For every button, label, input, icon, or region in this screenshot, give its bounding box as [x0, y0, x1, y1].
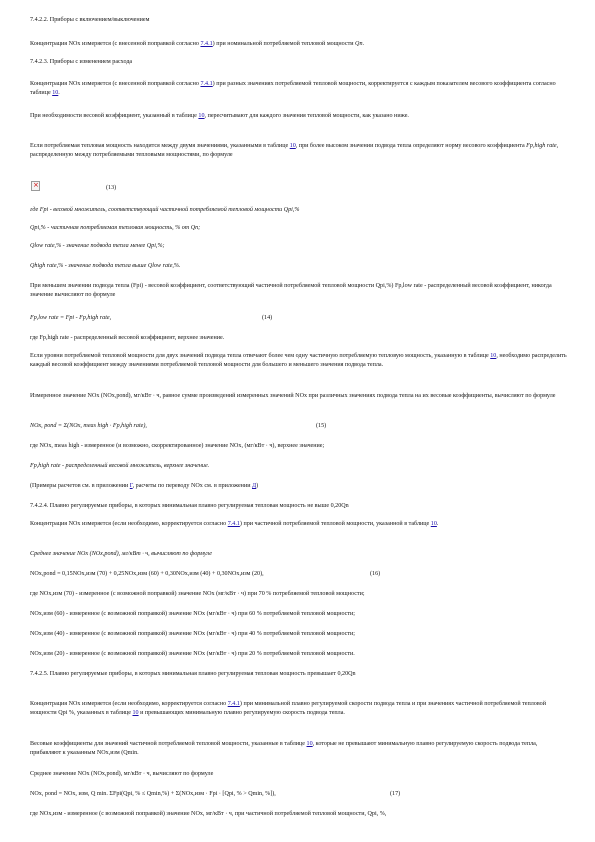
- broken-image-icon: [31, 181, 40, 191]
- equation-number: (14): [262, 315, 273, 321]
- paragraph: NOx,изм (20) - измеренное (с возможной поправкой) значение NOx (мг/кВт · ч) при 20 % потребляемой тепловой мощности.: [30, 651, 355, 657]
- link-7-4-1[interactable]: 7.4.1: [227, 701, 240, 707]
- paragraph: NOx,изм (60) - измеренное (с возможной поправкой) значение NOx (мг/кВт · ч) при 60 % потребляемой тепловой мощности;: [30, 611, 356, 617]
- link-7-4-1[interactable]: 7.4.1: [200, 81, 213, 87]
- link-table-10[interactable]: 10: [289, 143, 296, 149]
- link-table-10[interactable]: 10: [198, 113, 205, 119]
- paragraph: (Примеры расчетов см. в приложении Г, расчеты по переводу NOx см. в приложении Д): [30, 483, 259, 489]
- paragraph: Среднее значение NOx (NOx,pond), мг/кВт · ч, вычисляют по формуле: [30, 771, 214, 777]
- paragraph: Концентрация NOx измеряется (с внесенной поправкой согласно 7.4.1) при разных значениях потребляемой тепловой мощности, корректируется с каждым показателем весового коэффициента согласно таблице 10.: [30, 81, 556, 97]
- heading-7-4-2-2: 7.4.2.2. Приборы с включением/выключением: [30, 17, 150, 23]
- link-appendix-d[interactable]: Д: [252, 483, 257, 489]
- heading-7-4-2-5: 7.4.2.5. Плавно регулируемые приборы, в которых минимальная плавно регулируемая тепловая мощность превышает 0,20Qn: [30, 671, 356, 677]
- link-7-4-1[interactable]: 7.4.1: [227, 521, 240, 527]
- equation-15: NOx, pond = Σ(NOx, meas high · Fp,high rate),: [30, 423, 147, 429]
- paragraph: Qpi,% - частичная потребляемая тепловая мощность, % от Qn;: [30, 225, 201, 231]
- link-7-4-1[interactable]: 7.4.1: [200, 41, 213, 47]
- paragraph: NOx,изм (40) - измеренное (с возможной поправкой) значение NOx (мг/кВт · ч) при 40 % потребляемой тепловой мощности;: [30, 631, 356, 637]
- paragraph: При меньшем значении подвода тепла (Fpi) - весовой коэффициент, соответствующий частичной потребляемой тепловой мощности Qpi,%) Fp,low rate - распределенный весовой коэффициент, никогда значение вычисляют по формуле: [30, 283, 552, 299]
- link-table-10[interactable]: 10: [132, 710, 139, 717]
- link-appendix-g[interactable]: Г: [129, 483, 133, 489]
- paragraph: где NOx,изм - измеренное (с возможной поправкой) значение NOx, мг/кВт · ч, при частичной потребляемой тепловой мощности, Qpi, %,: [30, 811, 387, 817]
- paragraph: Qhigh rate,% - значение подвода тепла выше Qlow rate,%.: [30, 263, 181, 269]
- paragraph: где Fpi - весовой множитель, соответствующий частичной потребляемой тепловой мощности Qpi,%: [30, 207, 300, 213]
- equation-17: NOx, pond = NOx, изм, Q min. ΣFpi(Qpi, % ≤ Qmin,%) + Σ(NOx,изм · Fpi · [Qpi, % > Qmin, %]),: [30, 791, 276, 797]
- link-table-10[interactable]: 10: [430, 521, 437, 527]
- paragraph: Концентрация NOx измеряется (если необходимо, корректируется согласно 7.4.1) при частичной потребляемой тепловой мощности, указанной в таблице 10.: [30, 521, 439, 527]
- paragraph: где NOx, meas high - измеренное (и возможно, скорректированное) значение NOx, (мг/кВт · ч), верхнее значение;: [30, 443, 325, 449]
- equation-number: (15): [316, 423, 327, 429]
- paragraph: где NOx,изм (70) - измеренное (с возможной поправкой) значение NOx (мг/кВт · ч) при 70 % потребляемой тепловой мощности;: [30, 591, 365, 597]
- heading-7-4-2-3: 7.4.2.3. Приборы с изменением расхода: [30, 59, 133, 65]
- equation-number: (16): [370, 571, 381, 577]
- paragraph: Измеренное значение NOx (NOx,pond), мг/кВт · ч, равное сумме произведений измеренных значений NOx при различных значениях подвода тепла на их весовые коэффициенты, вычисляют по формуле: [30, 393, 556, 399]
- paragraph: где Fp,high rate - распределенный весовой коэффициент, верхнее значение.: [30, 335, 225, 341]
- paragraph: Среднее значение NOx (NOx,pond), мг/кВт · ч, вычисляют по формуле: [30, 551, 212, 557]
- link-table-10[interactable]: 10: [52, 90, 59, 97]
- equation-16: NOx,pond = 0,15NOx,изм (70) + 0,25NOx,изм (60) + 0,30NOx,изм (40) + 0,30NOx,изм (20),: [30, 571, 264, 577]
- link-table-10[interactable]: 10: [490, 353, 497, 359]
- paragraph: Весовые коэффициенты для значений частичной потребляемой тепловой мощности, указанные в таблице 10, которые не превышают минимальную плавно регулируемую скорость подвода тепла, прибавляют к указанным NOx,изм (Qmin.: [30, 741, 538, 757]
- link-table-10[interactable]: 10: [306, 741, 313, 747]
- equation-number: (17): [390, 791, 401, 797]
- equation-14: Fp,low rate = Fpi - Fp,high rate,: [30, 315, 112, 321]
- paragraph: Fp,high rate - распределенный весовой множитель, верхнее значение.: [30, 463, 210, 469]
- paragraph: Qlow rate,% - значение подвода тепла менее Qpi,%;: [30, 243, 165, 249]
- paragraph: Концентрация NOx измеряется (с внесенной поправкой согласно 7.4.1) при номинальной потребляемой тепловой мощности Qn.: [30, 41, 365, 47]
- paragraph: Концентрация NOx измеряется (если необходимо, корректируется согласно 7.4.1) при минимальной плавно регулируемой скорости подвода тепла и при значениях частичной потребляемой тепловой мощности Qpi %, указанных в таблице 10 и превышающих минимальную плавно регулируемую скорость подвода тепла.: [30, 701, 546, 717]
- paragraph: Если уровни потребляемой тепловой мощности для двух значений подвода тепла отвечают более чем одну частичную потребляемую тепловую мощность, указанную в таблице 10, необходимо распределить каждый весовой коэффициент между значениями потребляемой тепловой мощности для большего и меньшего значения подвода тепла.: [30, 353, 567, 369]
- equation-number: (13): [106, 185, 117, 191]
- heading-7-4-2-4: 7.4.2.4. Плавно регулируемые приборы, в которых минимальная плавно регулируемая тепловая мощность не выше 0,20Qn: [30, 503, 349, 509]
- paragraph: При необходимости весовой коэффициент, указанный в таблице 10, пересчитывают для каждого значения тепловой мощности, как указано ниже.: [30, 113, 409, 119]
- paragraph: Если потребляемая тепловая мощность находится между двумя значениями, указанными в таблице 10, при более высоком значении подвода тепла определяют норму весового коэффициента Fp,high rate, распределенную между потребляемыми тепловыми мощностями, по формуле: [30, 143, 559, 159]
